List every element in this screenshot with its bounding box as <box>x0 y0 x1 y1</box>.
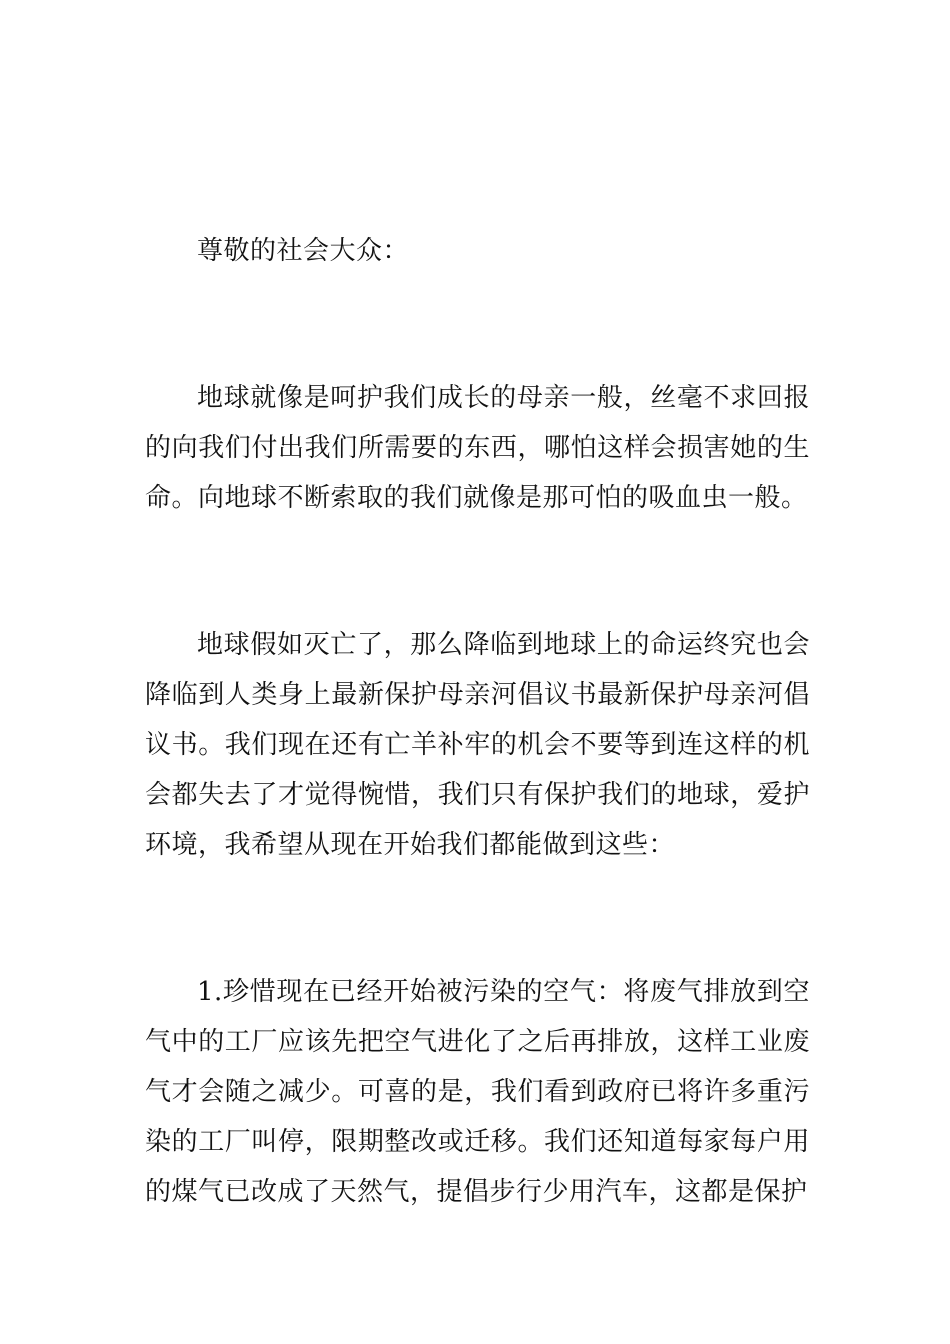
salutation: 尊敬的社会大众： <box>197 236 410 266</box>
paragraph-earth-mother: 地球就像是呵护我们成长的母亲一般，丝毫不求回报的向我们付出我们所需要的东西，哪怕这样会损害她的生命。向地球不断索取的我们就像是那可怕的吸血虫一般。 <box>145 383 810 513</box>
paragraph-cherish-air: 1.珍惜现在已经开始被污染的空气：将废气排放到空气中的工厂应该先把空气进化了之后再排放，这样工业废气才会随之减少。可喜的是，我们看到政府已将许多重污染的工厂叫停，限期整改或迁移。我们还知道每家每户用的煤气已改成了天然气，提倡步行少用汽车，这都是保护 <box>145 977 810 1207</box>
paragraph-earth-fate: 地球假如灭亡了，那么降临到地球上的命运终究也会降临到人类身上最新保护母亲河倡议书最新保护母亲河倡议书。我们现在还有亡羊补牢的机会不要等到连这样的机会都失去了才觉得惋惜，我们只有保护我们的地球，爱护环境，我希望从现在开始我们都能做到这些： <box>145 630 810 860</box>
